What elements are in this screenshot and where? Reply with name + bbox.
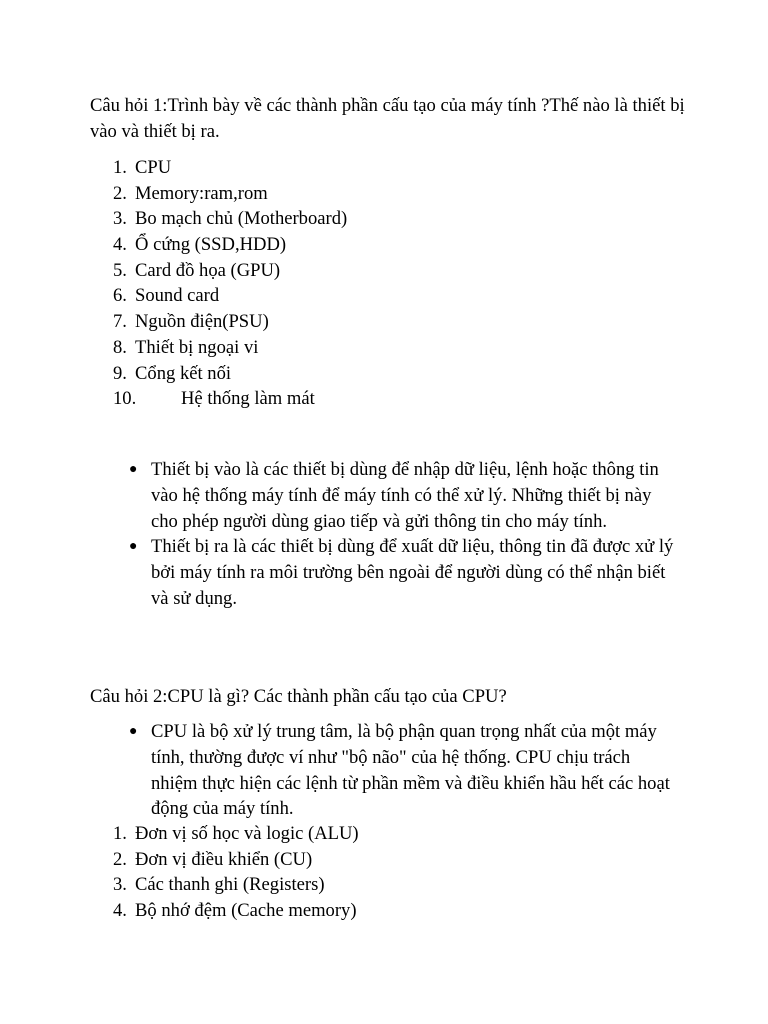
list-item bbox=[113, 309, 513, 335]
item-text: Card đồ họa (GPU) bbox=[135, 259, 281, 281]
item-text: Đơn vị điều khiển (CU) bbox=[135, 848, 313, 870]
item-text: Memory:ram,rom bbox=[135, 182, 268, 204]
list-item bbox=[113, 898, 513, 924]
item-number: 10. bbox=[113, 388, 137, 410]
item-text: Ổ cứng (SSD,HDD) bbox=[135, 234, 287, 256]
list-item bbox=[113, 386, 513, 412]
item-text: CPU bbox=[135, 157, 172, 178]
item-number: 2. bbox=[113, 182, 127, 204]
item-number: 8. bbox=[113, 336, 127, 358]
item-number: 6. bbox=[113, 285, 127, 307]
item-text: Bộ nhớ đệm (Cache memory) bbox=[135, 900, 357, 922]
list-item bbox=[113, 335, 513, 361]
list-item bbox=[113, 821, 513, 847]
bullet-icon: ● bbox=[129, 539, 138, 555]
item-number: 4. bbox=[113, 900, 127, 922]
cpu-components-list bbox=[113, 821, 513, 924]
list-item bbox=[113, 361, 513, 387]
list-item bbox=[113, 181, 513, 207]
item-text: Nguồn điện(PSU) bbox=[135, 311, 269, 333]
item-number: 4. bbox=[113, 234, 127, 256]
bullet-icon: ● bbox=[129, 724, 138, 739]
cpu-definition-list bbox=[129, 719, 681, 822]
item-text: Cổng kết nối bbox=[135, 362, 232, 384]
list-item bbox=[113, 155, 513, 181]
item-number: 3. bbox=[113, 874, 127, 896]
list-item bbox=[113, 872, 513, 898]
item-number: 1. bbox=[113, 823, 127, 844]
item-number: 7. bbox=[113, 311, 127, 333]
bullet-icon: ● bbox=[129, 462, 138, 477]
item-number: 2. bbox=[113, 848, 127, 870]
item-number: 5. bbox=[113, 259, 127, 281]
item-text: Hệ thống làm mát bbox=[181, 388, 315, 410]
bullet-text: Thiết bị ra là các thiết bị dùng để xuất dữ liệu, thông tin đã được xử lý bởi máy tính ra môi trường bên ngoài để người dùng có thể nhận biết và sử dụng. bbox=[151, 536, 674, 609]
item-text: Sound card bbox=[135, 285, 220, 307]
item-text: Thiết bị ngoại vi bbox=[135, 336, 259, 358]
item-text: Bo mạch chủ (Motherboard) bbox=[135, 208, 348, 230]
list-item bbox=[113, 258, 513, 284]
list-item bbox=[113, 847, 513, 873]
computer-components-list bbox=[113, 155, 513, 412]
item-number: 3. bbox=[113, 208, 127, 230]
question-1-heading: Câu hỏi 1:Trình bày về các thành phần cấu tạo của máy tính ?Thế nào là thiết bị vào và thiết bị ra. bbox=[90, 95, 685, 142]
list-item bbox=[113, 283, 513, 309]
list-item bbox=[113, 206, 513, 232]
item-text: Đơn vị số học và logic (ALU) bbox=[135, 823, 359, 844]
bullet-text: Thiết bị vào là các thiết bị dùng để nhập dữ liệu, lệnh hoặc thông tin vào hệ thống máy tính để máy tính có thể xử lý. Những thiết bị này cho phép người dùng giao tiếp và gửi thông tin cho máy tính. bbox=[151, 459, 659, 532]
list-item bbox=[113, 232, 513, 258]
bullet-item bbox=[129, 534, 681, 611]
bullet-text: CPU là bộ xử lý trung tâm, là bộ phận quan trọng nhất của một máy tính, thường được ví như "bộ não" của hệ thống. CPU chịu trách nhiệm thực hiện các lệnh từ phần mềm và điều khiển hầu hết các hoạt động của máy tính. bbox=[151, 721, 670, 820]
item-text: Các thanh ghi (Registers) bbox=[135, 874, 325, 896]
item-number: 1. bbox=[113, 157, 127, 178]
bullet-item bbox=[129, 719, 681, 822]
question-2-heading: Câu hỏi 2:CPU là gì? Các thành phần cấu tạo của CPU? bbox=[90, 686, 507, 707]
input-output-devices-list bbox=[129, 457, 681, 612]
item-number: 9. bbox=[113, 362, 127, 384]
bullet-item bbox=[129, 457, 681, 534]
